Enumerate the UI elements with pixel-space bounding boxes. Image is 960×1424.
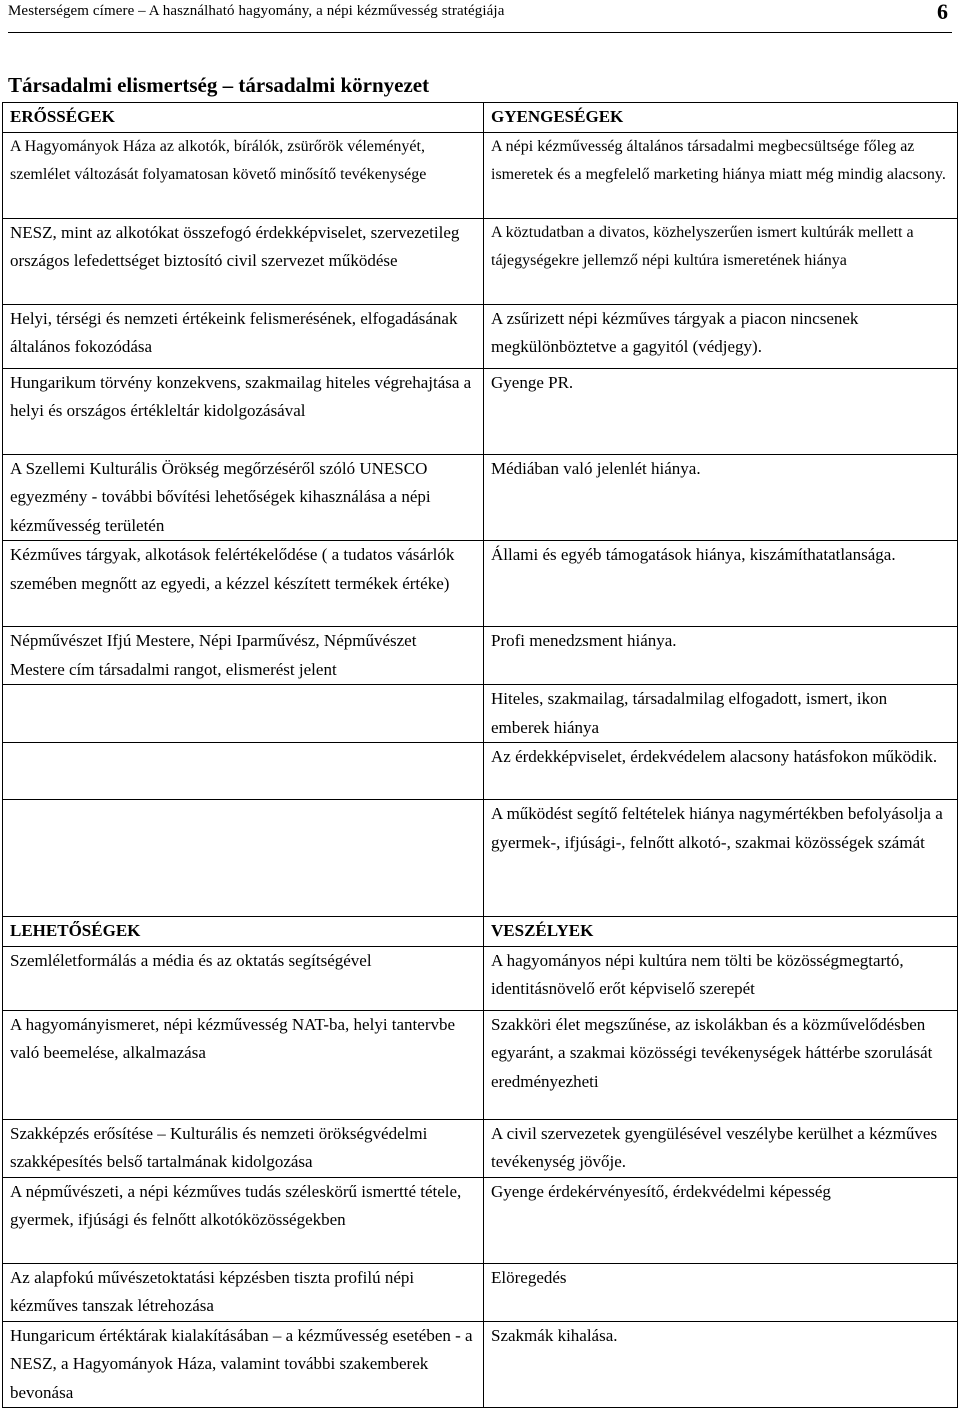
strength-cell: A Szellemi Kulturális Örökség megőrzéséről szóló UNESCO egyezmény - további bővítési lehetőségek kihasználása a népi kézművesség területén [3,454,484,541]
weaknesses-heading: GYENGESÉGEK [484,103,958,133]
opportunity-cell: Szemléletformálás a média és az oktatás segítségével [3,946,484,1010]
weakness-cell: A köztudatban a divatos, közhelyszerűen ismert kultúrák mellett a tájegységekre jellemző népi kultúra ismeretének hiánya [484,218,958,304]
swot-table [2,102,958,1408]
weakness-cell: Médiában való jelenlét hiánya. [484,454,958,541]
opportunity-cell: Hungaricum értéktárak kialakításában – a kézművesség esetében - a NESZ, a Hagyományok Háza, valamint további szakemberek bevonása [3,1321,484,1408]
threat-cell: Gyenge érdekérvényesítő, érdekvédelmi képesség [484,1177,958,1263]
section-title: Társadalmi elismertség – társadalmi környezet [8,73,430,97]
threat-cell: Elöregedés [484,1263,958,1321]
strength-cell: A Hagyományok Háza az alkotók, bírálók, zsürőrök véleményét, szemlélet változását folyamatosan követő minősítő tevékenysége [3,132,484,218]
table-row [3,917,958,947]
opportunity-cell: Szakképzés erősítése – Kulturális és nemzeti örökségvédelmi szakképesítés belső tartalmának kidolgozása [3,1119,484,1177]
strength-cell: Hungarikum törvény konzekvens, szakmailag hiteles végrehajtása a helyi és országos értékleltár kidolgozásával [3,368,484,454]
opportunity-cell: A népművészeti, a népi kézműves tudás széleskörű ismertté tétele, gyermek, ifjúsági és felnőtt alkotóközösségekben [3,1177,484,1263]
opportunities-heading: LEHETŐSÉGEK [3,917,484,947]
table-row [3,368,958,454]
table-row [3,103,958,133]
table-row [3,541,958,627]
opportunity-cell: A hagyományismeret, népi kézművesség NAT-ba, helyi tantervbe való beemelése, alkalmazása [3,1010,484,1119]
weakness-cell: Profi menedzsment hiánya. [484,627,958,685]
strength-cell: NESZ, mint az alkotókat összefogó érdekképviselet, szervezetileg országos lefedettséget biztosító civil szervezet működése [3,218,484,304]
table-row [3,1010,958,1119]
table-row [3,800,958,917]
strength-cell: Kézműves tárgyak, alkotások felértékelődése ( a tudatos vásárlók szemében megnőtt az egyedi, a kézzel készített termékek értéke) [3,541,484,627]
page-header [8,0,952,33]
strength-cell: Helyi, térségi és nemzeti értékeink felismerésének, elfogadásának általános fokozódása [3,304,484,368]
weakness-cell: Hiteles, szakmailag, társadalmilag elfogadott, ismert, ikon emberek hiánya [484,685,958,743]
table-row [3,946,958,1010]
threat-cell: A civil szervezetek gyengülésével veszélybe kerülhet a kézműves tevékenység jövője. [484,1119,958,1177]
table-row [3,1263,958,1321]
weakness-cell: Állami és egyéb támogatások hiánya, kiszámíthatatlansága. [484,541,958,627]
table-row [3,627,958,685]
running-title: Mesterségem címere – A használható hagyomány, a népi kézművesség stratégiája [8,3,505,19]
strength-cell [3,685,484,743]
table-row [3,218,958,304]
table-row [3,132,958,218]
table-row [3,1177,958,1263]
table-row [3,304,958,368]
threat-cell: A hagyományos népi kultúra nem tölti be közösségmegtartó, identitásnövelő erőt képviselő szerepét [484,946,958,1010]
strength-cell [3,800,484,917]
weakness-cell: A népi kézművesség általános társadalmi megbecsültsége főleg az ismeretek és a megfelelő marketing hiánya miatt még mindig alacsony. [484,132,958,218]
strengths-heading: ERŐSSÉGEK [3,103,484,133]
threat-cell: Szakmák kihalása. [484,1321,958,1408]
threat-cell: Szakköri élet megszűnése, az iskolákban és a közművelődésben egyaránt, a szakmai közösségi tevékenységek háttérbe szorulását eredményezheti [484,1010,958,1119]
table-row [3,1119,958,1177]
strength-cell [3,743,484,800]
table-row [3,1321,958,1408]
page-number: 6 [937,0,948,24]
weakness-cell: A működést segítő feltételek hiánya nagymértékben befolyásolja a gyermek-, ifjúsági-, felnőtt alkotó-, szakmai közösségek számát [484,800,958,917]
table-row [3,743,958,800]
weakness-cell: A zsűrizett népi kézműves tárgyak a piacon nincsenek megkülönböztetve a gagyitól (védjegy). [484,304,958,368]
threats-heading: VESZÉLYEK [484,917,958,947]
table-row [3,685,958,743]
opportunity-cell: Az alapfokú művészetoktatási képzésben tiszta profilú népi kézműves tanszak létrehozása [3,1263,484,1321]
strength-cell: Népművészet Ifjú Mestere, Népi Iparművész, Népművészet Mestere cím társadalmi rangot, elismerést jelent [3,627,484,685]
weakness-cell: Gyenge PR. [484,368,958,454]
table-row [3,454,958,541]
weakness-cell: Az érdekképviselet, érdekvédelem alacsony hatásfokon működik. [484,743,958,800]
